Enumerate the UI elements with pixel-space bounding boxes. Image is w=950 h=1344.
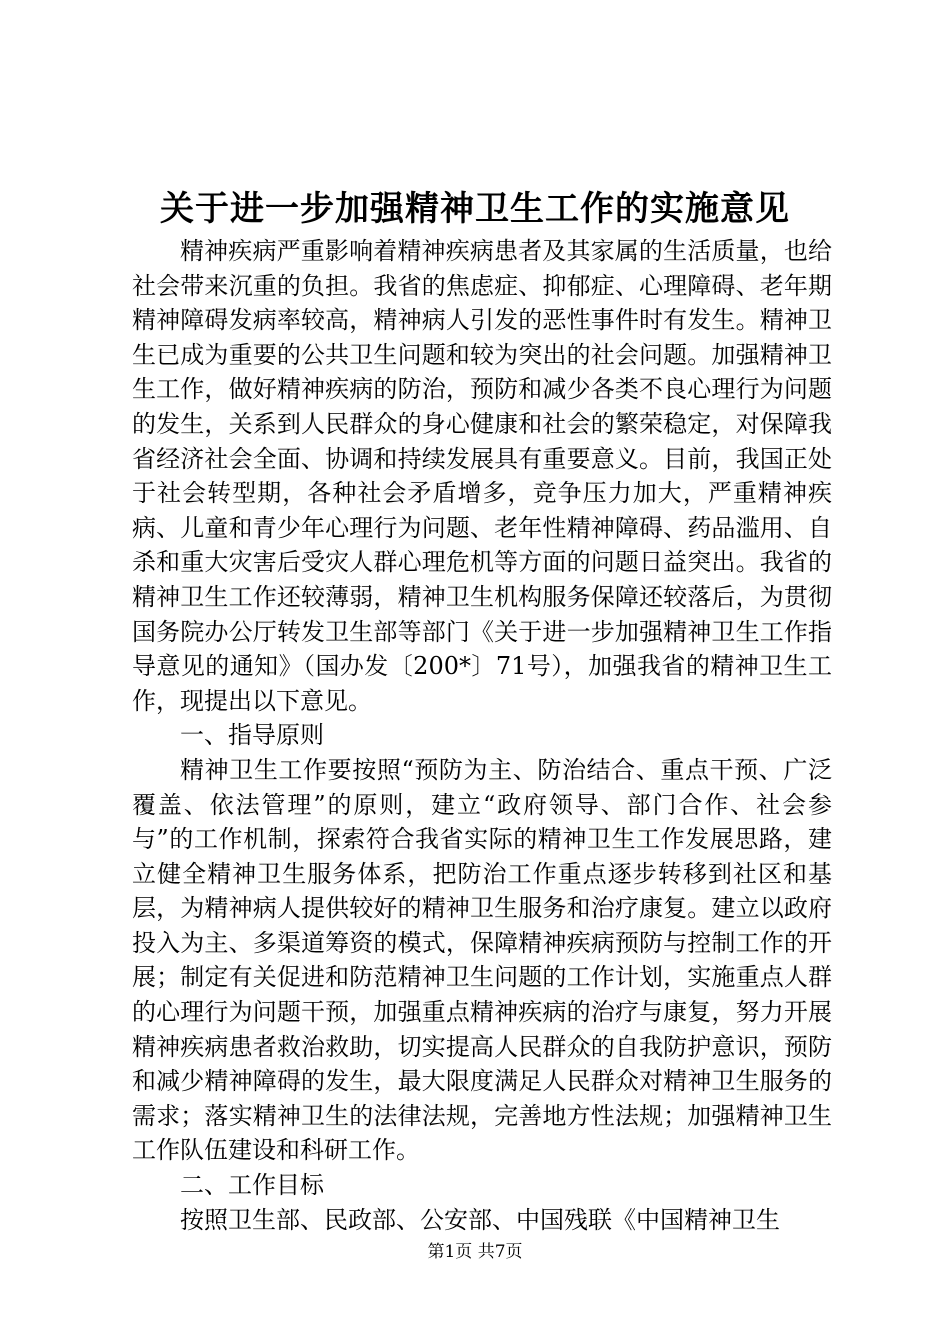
page-indicator: 第1页 共7页	[427, 1242, 523, 1262]
document-title: 关于进一步加强精神卫生工作的实施意见	[160, 189, 790, 229]
paragraph-work-goals: 按照卫生部、民政部、公安部、中国残联《中国精神卫生	[180, 1205, 780, 1234]
document-body	[132, 234, 832, 1237]
paragraph-guiding-principles: 精神卫生工作要按照“预防为主、防治结合、重点干预、广泛覆盖、依法管理”的原则，建立“政府领导、部门合作、社会参与”的工作机制，探索符合我省实际的精神卫生工作发展思路，建立健全精神卫生服务体系，把防治工作重点逐步转移到社区和基层，为精神病人提供较好的精神卫生服务和治疗康复。建立以政府投入为主、多渠道筹资的模式，保障精神疾病预防与控制工作的开展；制定有关促进和防范精神卫生问题的工作计划，实施重点人群的心理行为问题干预，加强重点精神疾病的治疗与康复，努力开展精神疾病患者救治救助，切实提高人民群众的自我防护意识，预防和减少精神障碍的发生，最大限度满足人民群众对精神卫生服务的需求；落实精神卫生的法律法规，完善地方性法规；加强精神卫生工作队伍建设和科研工作。	[132, 755, 832, 1165]
section-heading-guiding-principles: 一、指导原则	[180, 721, 324, 750]
section-heading-work-goals: 二、工作目标	[180, 1171, 324, 1200]
paragraph-intro: 精神疾病严重影响着精神疾病患者及其家属的生活质量，也给社会带来沉重的负担。我省的焦虑症、抑郁症、心理障碍、老年期精神障碍发病率较高，精神病人引发的恶性事件时有发生。精神卫生已成为重要的公共卫生问题和较为突出的社会问题。加强精神卫生工作，做好精神疾病的防治，预防和减少各类不良心理行为问题的发生，关系到人民群众的身心健康和社会的繁荣稳定，对保障我省经济社会全面、协调和持续发展具有重要意义。目前，我国正处于社会转型期，各种社会矛盾增多，竞争压力加大，严重精神疾病、儿童和青少年心理行为问题、老年性精神障碍、药品滥用、自杀和重大灾害后受灾人群心理危机等方面的问题日益突出。我省的精神卫生工作还较薄弱，精神卫生机构服务保障还较落后，为贯彻国务院办公厅转发卫生部等部门《关于进一步加强精神卫生工作指导意见的通知》（国办发〔200*〕71号），加强我省的精神卫生工作，现提出以下意见。	[132, 237, 832, 715]
